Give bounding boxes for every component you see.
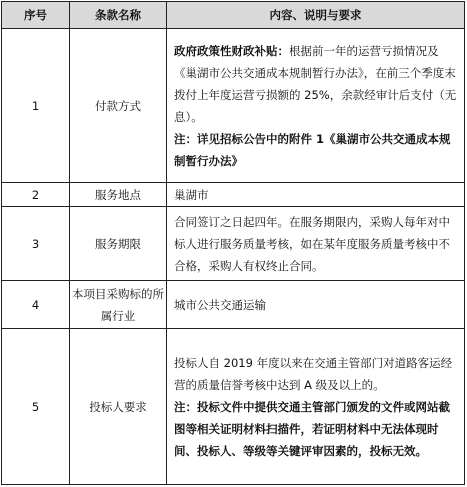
row-name: 本项目采购标的所属行业 <box>70 281 167 329</box>
row-num: 2 <box>2 183 70 207</box>
row-name: 付款方式 <box>70 29 167 183</box>
row-content: 城市公共交通运输 <box>167 281 465 329</box>
table-row <box>2 29 465 183</box>
payment-lead: 政府政策性财政补贴： <box>174 43 289 58</box>
row-num: 4 <box>2 281 70 329</box>
payment-text: 根据前一年的运营亏损情况及《巢湖市公共交通成本规制暂行办法》，在前三个季度末拨付上年度运营亏损额的 25%，余款经审计后支付（无息）。 <box>174 43 457 124</box>
row-content <box>167 329 465 485</box>
row-name: 投标人要求 <box>70 329 167 485</box>
table-header-row <box>2 2 465 29</box>
requirements-table <box>1 1 465 485</box>
row-name: 服务期限 <box>70 207 167 281</box>
bidder-note: 注：投标文件中提供交通主管部门颁发的文件或网站截图等相关证明材料扫描件，若证明材料中无法体现时间、投标人、等级等关键评审因素的，投标无效。 <box>174 399 450 458</box>
header-num: 序号 <box>2 2 70 29</box>
table-row <box>2 207 465 281</box>
table-row <box>2 281 465 329</box>
row-content: 巢湖市 <box>167 183 465 207</box>
payment-note: 注：详见招标公告中的附件 1《巢湖市公共交通成本规制暂行办法》 <box>174 131 451 168</box>
row-num: 1 <box>2 29 70 183</box>
table-row <box>2 329 465 485</box>
table-row <box>2 183 465 207</box>
row-name: 服务地点 <box>70 183 167 207</box>
header-content: 内容、说明与要求 <box>167 2 465 29</box>
row-content <box>167 29 465 183</box>
bidder-text: 投标人自 2019 年度以来在交通主管部门对道路客运经营的质量信誉考核中达到 A 级及以上的。 <box>174 355 453 392</box>
header-name: 条款名称 <box>70 2 167 29</box>
row-num: 3 <box>2 207 70 281</box>
row-content: 合同签订之日起四年。在服务期限内，采购人每年对中标人进行服务质量考核，如在某年度服务质量考核中不合格，采购人有权终止合同。 <box>167 207 465 281</box>
row-num: 5 <box>2 329 70 485</box>
